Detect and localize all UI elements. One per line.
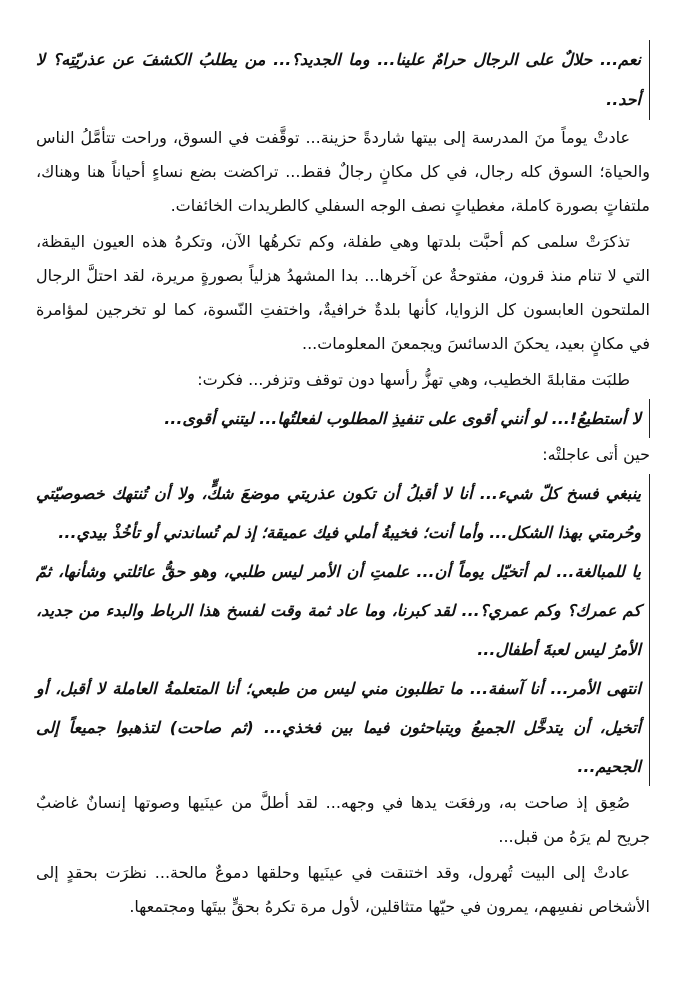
paragraph: حين أتى عاجلتْه:: [542, 445, 650, 464]
paragraph: صُعِق إذ صاحت به، ورفعَت يدها في وجهه... لقد أطلَّ من عينَيها وصوتها إنسانٌ غاضبٌ جريح لم يرَهُ من قبل...: [36, 793, 650, 846]
quote-block-1: [36, 40, 650, 120]
quote-text: ينبغي فسخ كلّ شيء... أنا لا أقبلُ أن تكون عذريتي موضعَ شكٍّ، ولا أن تُنتهك خصوصيّتي وحُرمتي بهذا الشكل... وأما أنت؛ فخيبةُ أملي فيك عميقة؛ إذ لم تُساندني أو تأخُذْ بيدي...: [36, 484, 641, 542]
quote-text: يا للمبالغة... لم أتخيّل يوماً أن... علمتِ أن الأمر ليس طلبي، وهو حقُّ عائلتي وشأنها، ثمّ كم عمرك؟ وكم عمري؟... لقد كبرنا، وما عاد ثمة وقت لفسخ هذا الرباط والبدء من جديد، الأمرُ ليس لعبةَ أطفال...: [36, 562, 642, 659]
quote-text: انتهى الأمر... أنا آسفة... ما تطلبون مني ليس من طبعي؛ أنا المتعلمةُ العاملة لا أقبل، أو أتخيل، أن يتدخَّل الجميعُ ويتباحثون فيما بين فخذي... (ثم صاحت) لتذهبوا جميعاً إلى الجحيم...: [36, 679, 641, 776]
quote-block-2: [36, 399, 650, 438]
paragraph: عادتْ إلى البيت تُهرول، وقد اختنقت في عينَيها وحلقها دموعٌ مالحة... نظرَت بحقدٍ إلى الأشخاص نفسِهم، يمرون في حيّها متثاقلين، لأول مرة تكرهُ بحقٍّ بيتَها ومجتمعها.: [36, 863, 650, 916]
quote-block-3: [36, 474, 650, 786]
paragraph: عادتْ يوماً منَ المدرسة إلى بيتها شاردةً حزينة... توقَّفت في السوق، وراحت تتأمَّلُ الناس والحياة؛ السوق كله رجال، في كل مكانٍ رجالٌ فقط... تراكضت بضع نساءٍ أحياناً هنا وهناك، ملتفاتٍ بصورة كاملة، مغطياتٍ نصف الوجه السفلي كالطريدات الخائفات.: [36, 128, 650, 215]
paragraph: طلبَت مقابلةَ الخطيب، وهي تهزُّ رأسها دون توقف وتزفر... فكرت:: [197, 370, 630, 389]
document-page: [36, 40, 650, 926]
quote-text: نعم... حلالٌ على الرجال حرامٌ علينا... وما الجديد؟... من يطلبُ الكشفَ عن عذريّتِه؟ لا أحد..: [36, 50, 641, 109]
quote-text: لا أستطيعُ!... لو أنني أقوى على تنفيذِ المطلوب لفعلتُها... ليتني أقوى...: [164, 409, 641, 428]
paragraph: تذكرَتْ سلمى كم أحبَّت بلدتها وهي طفلة، وكم تكرهُها الآن، وتكرهُ هذه العيون اليقظة، التي لا تنام منذ قرون، مفتوحةٌ عن آخرها... بدا المشهدُ هزلياً بصورةٍ مريرة، لقد احتلَّ الرجال الملتحون العابسون كل الزوايا، كأنها بلدةٌ خرافيةٌ، واختفتِ النّسوة، كما لو تخرجين لمؤامرة في مكانٍ بعيد، يحكنَ الدسائسَ ويجمعنَ المعلومات...: [36, 232, 650, 353]
